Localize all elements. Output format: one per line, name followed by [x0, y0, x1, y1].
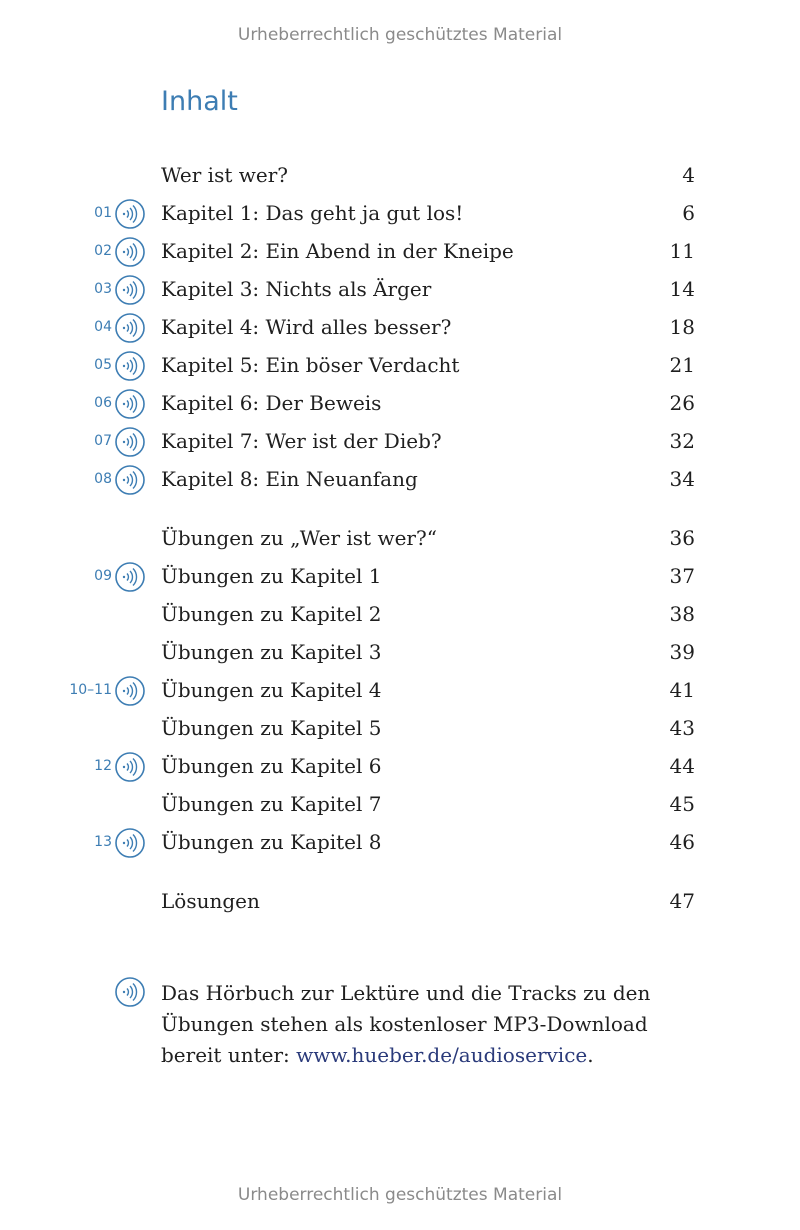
toc-row[interactable]	[0, 713, 800, 743]
toc-page-number: 14	[669, 277, 695, 301]
toc-entry-label: Kapitel 6: Der Beweis	[161, 391, 382, 415]
toc-page-number: 38	[669, 602, 695, 626]
audio-icon[interactable]	[114, 751, 146, 783]
toc-row[interactable]	[0, 637, 800, 667]
toc-page-number: 44	[669, 754, 695, 778]
toc-entry-label: Übungen zu „Wer ist wer?“	[161, 526, 437, 550]
toc-page-number: 21	[669, 353, 695, 377]
track-number: 07	[94, 433, 112, 449]
toc-row[interactable]	[0, 236, 800, 266]
audio-icon[interactable]	[114, 426, 146, 458]
toc-entry-label: Übungen zu Kapitel 5	[161, 716, 382, 740]
toc-page-number: 47	[669, 889, 695, 913]
toc-page-number: 18	[669, 315, 695, 339]
toc-row[interactable]	[0, 827, 800, 857]
track-number: 02	[94, 243, 112, 259]
toc-row[interactable]	[0, 426, 800, 456]
toc-entry-label: Kapitel 2: Ein Abend in der Kneipe	[161, 239, 514, 263]
track-number: 08	[94, 471, 112, 487]
track-number: 04	[94, 319, 112, 335]
track-number: 05	[94, 357, 112, 373]
toc-row[interactable]	[0, 350, 800, 380]
toc-row[interactable]	[0, 523, 800, 553]
toc-entry-label: Übungen zu Kapitel 7	[161, 792, 382, 816]
toc-page-number: 46	[669, 830, 695, 854]
toc-page-number: 11	[669, 239, 695, 263]
audio-icon[interactable]	[114, 827, 146, 859]
track-number: 06	[94, 395, 112, 411]
watermark-bottom: Urheberrechtlich geschütztes Material	[237, 1185, 563, 1205]
track-number: 09	[94, 568, 112, 584]
toc-page-number: 34	[669, 467, 695, 491]
track-number: 03	[94, 281, 112, 297]
toc-entry-label: Übungen zu Kapitel 3	[161, 640, 382, 664]
note-text: Das Hörbuch zur Lektüre und die Tracks zu den Übungen stehen als kostenloser MP3-Download bereit unter:	[161, 981, 651, 1067]
toc-row[interactable]	[0, 160, 800, 190]
toc-entry-label: Übungen zu Kapitel 8	[161, 830, 382, 854]
audio-icon[interactable]	[114, 350, 146, 382]
toc-entry-label: Übungen zu Kapitel 1	[161, 564, 382, 588]
toc-page-number: 37	[669, 564, 695, 588]
toc-row[interactable]	[0, 599, 800, 629]
toc-row-solutions[interactable]	[0, 886, 800, 916]
toc-row[interactable]	[0, 789, 800, 819]
toc-row[interactable]	[0, 198, 800, 228]
toc-row[interactable]	[0, 388, 800, 418]
toc-page-number: 26	[669, 391, 695, 415]
watermark-top: Urheberrechtlich geschütztes Material	[237, 25, 563, 45]
audio-icon[interactable]	[114, 198, 146, 230]
toc-entry-label: Kapitel 1: Das geht ja gut los!	[161, 201, 464, 225]
toc-entry-label: Übungen zu Kapitel 2	[161, 602, 382, 626]
toc-row[interactable]	[0, 561, 800, 591]
toc-entry-label: Übungen zu Kapitel 4	[161, 678, 382, 702]
toc-row[interactable]	[0, 675, 800, 705]
audioservice-link[interactable]: www.hueber.de/audioservice	[296, 1043, 588, 1067]
toc-page-number: 45	[669, 792, 695, 816]
toc-entry-label: Kapitel 5: Ein böser Verdacht	[161, 353, 460, 377]
note-text-end: .	[587, 1043, 594, 1067]
toc-entry-label: Lösungen	[161, 889, 260, 913]
toc-row[interactable]	[0, 312, 800, 342]
audio-icon[interactable]	[114, 561, 146, 593]
toc-row[interactable]	[0, 274, 800, 304]
toc-page-number: 32	[669, 429, 695, 453]
toc-page-number: 36	[669, 526, 695, 550]
track-number: 13	[94, 834, 112, 850]
toc-page-number: 41	[669, 678, 695, 702]
toc-row[interactable]	[0, 751, 800, 781]
track-number: 12	[94, 758, 112, 774]
toc-entry-label: Wer ist wer?	[161, 163, 288, 187]
audio-icon[interactable]	[114, 464, 146, 496]
audio-icon[interactable]	[114, 312, 146, 344]
toc-entry-label: Kapitel 4: Wird alles besser?	[161, 315, 452, 339]
audio-icon	[114, 976, 146, 1008]
toc-entry-label: Kapitel 3: Nichts als Ärger	[161, 277, 432, 301]
toc-entry-label: Kapitel 8: Ein Neuanfang	[161, 467, 418, 491]
toc-row[interactable]	[0, 464, 800, 494]
audio-icon[interactable]	[114, 388, 146, 420]
audio-download-note	[161, 978, 681, 1071]
audio-icon[interactable]	[114, 675, 146, 707]
track-number: 01	[94, 205, 112, 221]
audio-icon[interactable]	[114, 236, 146, 268]
toc-page-number: 6	[682, 201, 695, 225]
page-title: Inhalt	[161, 86, 238, 117]
track-number: 10–11	[69, 682, 112, 698]
toc-entry-label: Kapitel 7: Wer ist der Dieb?	[161, 429, 442, 453]
toc-page-number: 4	[682, 163, 695, 187]
toc-page-number: 39	[669, 640, 695, 664]
toc-page-number: 43	[669, 716, 695, 740]
audio-icon[interactable]	[114, 274, 146, 306]
toc-entry-label: Übungen zu Kapitel 6	[161, 754, 382, 778]
